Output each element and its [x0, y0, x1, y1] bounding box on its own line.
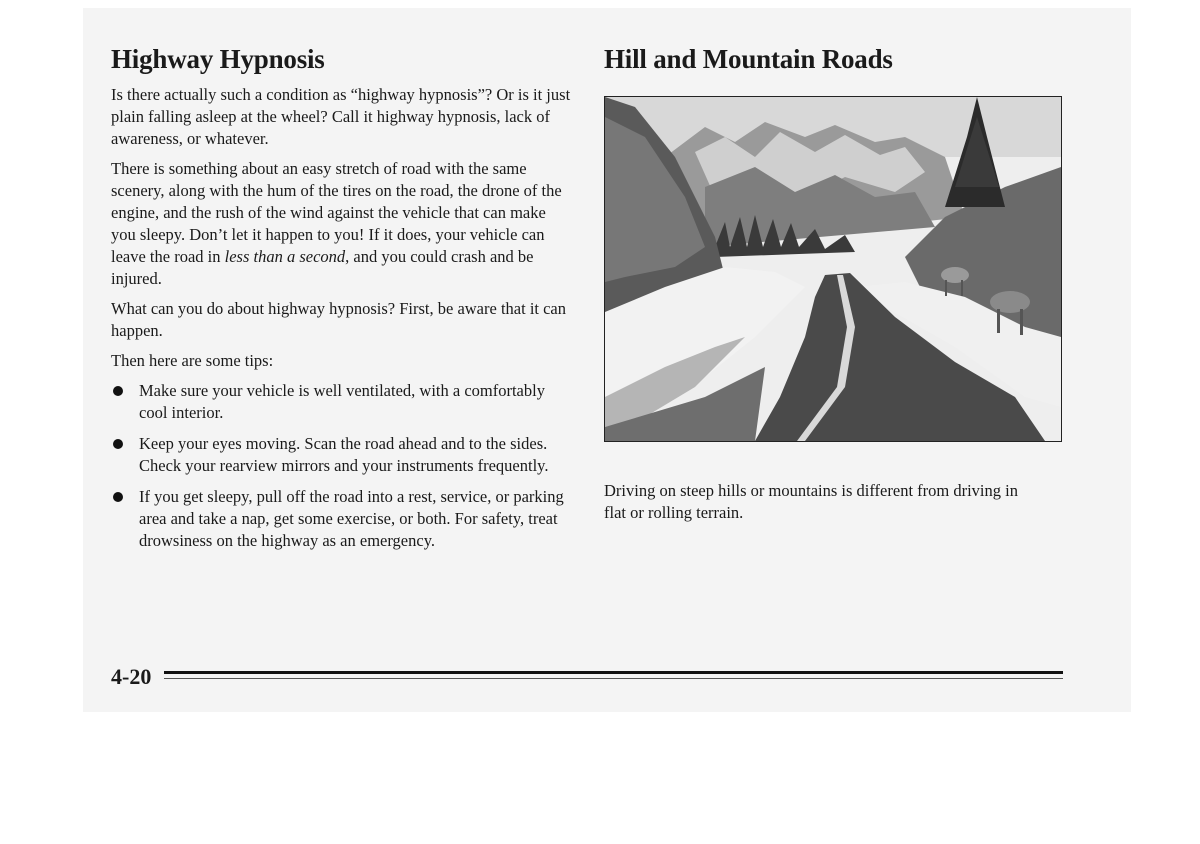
tip-text: Keep your eyes moving. Scan the road ahead and to the sides. Check your rearview mirrors and your instruments frequently.: [139, 434, 549, 475]
tips-list: [111, 380, 573, 552]
highway-hypnosis-heading: Highway Hypnosis: [111, 44, 325, 74]
right-column: [604, 40, 1064, 522]
scenery-paragraph: [111, 158, 573, 290]
mountain-roads-caption: Driving on steep hills or mountains is different from driving in flat or rolling terrain.: [604, 481, 1018, 522]
tips-intro: Then here are some tips:: [111, 351, 274, 370]
footer-rule-thick: [164, 671, 1063, 674]
mountain-road-illustration: [604, 96, 1062, 442]
scenery-text-end: , and you could crash and be injured.: [111, 247, 534, 288]
emphasis-text: less than a second: [224, 247, 346, 266]
page-footer: [111, 663, 1063, 693]
bullet-icon: [113, 492, 123, 502]
scenery-text-start: There is something about an easy stretch of road with the same scenery, along with the hum of the tires on the road, the drone of the engine, and the rush of the wind against the vehicle that can make you sleepy. Don’t let it happen to you! If it does, your vehicle can leave the road in: [111, 159, 562, 266]
tip-item: [111, 433, 573, 477]
intro-paragraph: Is there actually such a condition as “highway hypnosis”? Or is it just plain falling asleep at the wheel? Call it highway hypnosis, lack of awareness, or whatever.: [111, 85, 571, 148]
footer-rule-thin: [164, 678, 1063, 679]
what-can-you-do-paragraph: What can you do about highway hypnosis? First, be aware that it can happen.: [111, 299, 567, 340]
hill-mountain-roads-heading: Hill and Mountain Roads: [604, 44, 893, 74]
page-number: 4-20: [111, 664, 152, 689]
bullet-icon: [113, 439, 123, 449]
tip-text: If you get sleepy, pull off the road into a rest, service, or parking area and take a nap, get some exercise, or both. For safety, treat drowsiness on the highway as an emergency.: [139, 487, 564, 550]
tip-text: Make sure your vehicle is well ventilated, with a comfortably cool interior.: [139, 381, 545, 422]
bullet-icon: [113, 386, 123, 396]
left-column: [111, 40, 573, 561]
tip-item: [111, 486, 573, 552]
manual-page: [83, 8, 1131, 712]
left-body: [111, 84, 573, 552]
tip-item: [111, 380, 573, 424]
